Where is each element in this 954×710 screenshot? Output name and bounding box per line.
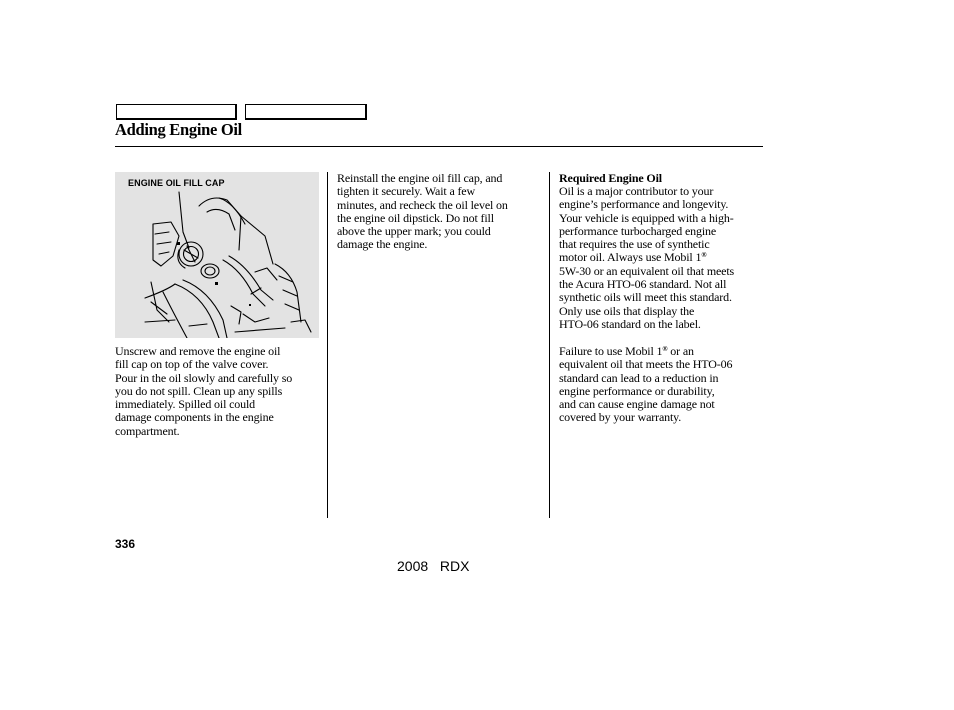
text-line: Your vehicle is equipped with a high- <box>559 210 734 225</box>
registered-mark: ® <box>701 251 707 260</box>
text-line: fill cap on top of the valve cover. <box>115 357 269 372</box>
text-fragment: motor oil. Always use Mobil 1 <box>559 250 702 265</box>
text-line: the engine oil dipstick. Do not fill <box>337 210 494 225</box>
text-fragment: Failure to use Mobil 1 <box>559 344 663 358</box>
text-fragment: or an <box>667 344 694 358</box>
text-line: engine performance or durability, <box>559 383 715 398</box>
text-line: HTO-06 standard on the label. <box>559 316 701 331</box>
text-line: synthetic oils will meet this standard. <box>559 290 732 305</box>
title-rule <box>115 146 763 147</box>
text-line: minutes, and recheck the oil level on <box>337 197 508 212</box>
text-line <box>559 251 765 264</box>
paragraph-unscrew-cap <box>115 345 321 438</box>
text-line: tighten it securely. Wait a few <box>337 184 476 199</box>
text-line <box>559 345 765 358</box>
text-line: the Acura HTO-06 standard. Not all <box>559 277 727 292</box>
paragraph-warranty-warning <box>559 345 765 425</box>
text-line: Only use oils that display the <box>559 303 695 318</box>
text-line: you do not spill. Clean up any spills <box>115 383 283 398</box>
text-line: damage the engine. <box>337 237 428 252</box>
nav-tab-contents[interactable] <box>116 104 237 120</box>
column-divider <box>549 172 550 518</box>
text-line: engine’s performance and longevity. <box>559 197 729 212</box>
registered-mark: ® <box>662 345 668 353</box>
text-line: equivalent oil that meets the HTO-06 <box>559 357 733 372</box>
text-line: covered by your warranty. <box>559 410 682 425</box>
text-line: 5W-30 or an equivalent oil that meets <box>559 263 735 278</box>
text-line: compartment. <box>115 423 180 438</box>
text-line: damage components in the engine <box>115 410 274 425</box>
text-line: that requires the use of synthetic <box>559 237 710 252</box>
text-line: Oil is a major contributor to your <box>559 184 714 198</box>
text-line: standard can lead to a reduction in <box>559 370 719 385</box>
paragraph-reinstall-cap <box>337 172 541 252</box>
text-line: Pour in the oil slowly and carefully so <box>115 370 293 385</box>
section-heading: Required Engine Oil <box>559 171 662 185</box>
model-footer: 2008 RDX <box>397 558 470 574</box>
text-line: Reinstall the engine oil fill cap, and <box>337 171 503 185</box>
nav-tab-index[interactable] <box>245 104 367 120</box>
text-line: and can cause engine damage not <box>559 397 715 412</box>
text-line: Unscrew and remove the engine oil <box>115 344 281 358</box>
figure-caption: ENGINE OIL FILL CAP <box>128 178 225 188</box>
paragraph-required-oil <box>559 185 765 331</box>
engine-oil-fill-cap-figure <box>115 172 319 338</box>
engine-illustration <box>115 172 319 338</box>
page-number: 336 <box>115 537 136 551</box>
text-line: immediately. Spilled oil could <box>115 397 256 412</box>
page-title: Adding Engine Oil <box>115 120 242 139</box>
text-line: performance turbocharged engine <box>559 223 717 238</box>
column-divider <box>327 172 328 518</box>
text-line: above the upper mark; you could <box>337 224 491 239</box>
